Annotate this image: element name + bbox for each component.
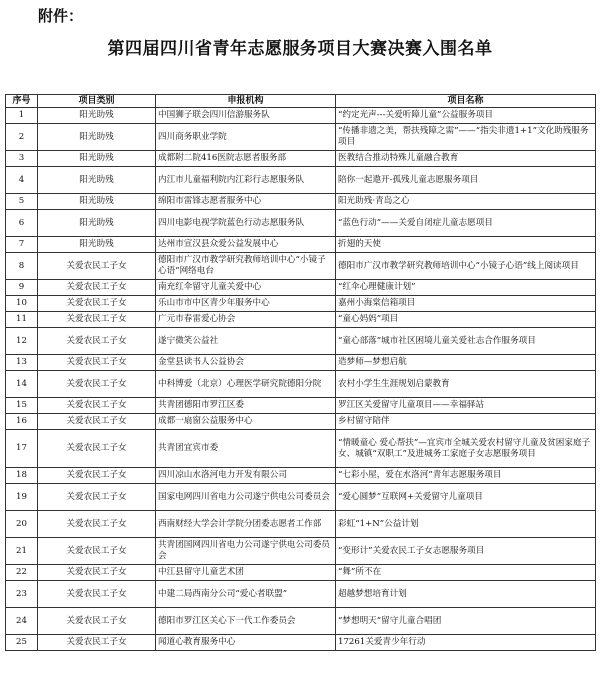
cell-organization: 国家电网四川省电力公司遂宁供电公司委员会 [156, 484, 336, 511]
cell-index: 8 [6, 253, 38, 280]
cell-project-name: 陪你一起遨开-孤残儿童志愿服务项目 [336, 167, 596, 194]
cell-index: 4 [6, 167, 38, 194]
table-body [6, 108, 596, 651]
cell-index: 19 [6, 484, 38, 511]
cell-category: 阳光助残 [38, 194, 156, 210]
cell-project-name: 彩虹“1+N”公益计划 [336, 511, 596, 538]
cell-index: 9 [6, 280, 38, 296]
cell-organization: 金堂县读书人公益协会 [156, 355, 336, 371]
cell-index: 23 [6, 581, 38, 608]
cell-category: 关爱农民工子女 [38, 355, 156, 371]
table-row [6, 151, 596, 167]
cell-organization: 乐山市市中区青少年服务中心 [156, 296, 336, 312]
table-row [6, 430, 596, 468]
cell-organization: 中江县留守儿童艺术团 [156, 565, 336, 581]
cell-organization: 成都附二院416医院志愿者服务部 [156, 151, 336, 167]
table-row [6, 635, 596, 651]
document-title: 第四届四川省青年志愿服务项目大赛决赛入围名单 [107, 39, 493, 59]
cell-organization: 四川凉山水洛河电力开发有限公司 [156, 468, 336, 484]
cell-project-name: “传播非遗之美，帮扶残障之需”——“指尖非遗1+1”文化助残服务项目 [336, 124, 596, 151]
cell-index: 6 [6, 210, 38, 237]
table-row [6, 328, 596, 355]
cell-organization: 内江市儿童福利院内江彩行志愿服务队 [156, 167, 336, 194]
cell-index: 7 [6, 237, 38, 253]
cell-project-name: 折翅的天使 [336, 237, 596, 253]
cell-index: 13 [6, 355, 38, 371]
cell-organization: 广元市春雷爱心协会 [156, 312, 336, 328]
cell-project-name: 罗江区关爱留守儿童项目——幸福驿站 [336, 398, 596, 414]
header-organization: 申报机构 [156, 95, 336, 108]
table-row [6, 608, 596, 635]
cell-project-name: “蓝色行动”——关爱自闭症儿童志愿项目 [336, 210, 596, 237]
cell-index: 17 [6, 430, 38, 468]
cell-organization: 闻道心教育服务中心 [156, 635, 336, 651]
cell-organization: 南充红伞留守儿童关爱中心 [156, 280, 336, 296]
cell-category: 阳光助残 [38, 167, 156, 194]
cell-index: 1 [6, 108, 38, 124]
header-project-name: 项目名称 [336, 95, 596, 108]
table-row [6, 581, 596, 608]
cell-category: 关爱农民工子女 [38, 635, 156, 651]
cell-index: 18 [6, 468, 38, 484]
cell-category: 关爱农民工子女 [38, 430, 156, 468]
cell-index: 14 [6, 371, 38, 398]
finalist-table [5, 94, 596, 651]
cell-organization: 共青团宜宾市委 [156, 430, 336, 468]
cell-category: 关爱农民工子女 [38, 565, 156, 581]
cell-index: 12 [6, 328, 38, 355]
cell-index: 15 [6, 398, 38, 414]
cell-organization: 共青团国网四川省电力公司遂宁供电公司委员会 [156, 538, 336, 565]
cell-organization: 四川电影电视学院蓝色行动志愿服务队 [156, 210, 336, 237]
cell-organization: 德阳市罗江区关心下一代工作委员会 [156, 608, 336, 635]
table-row [6, 398, 596, 414]
cell-project-name: 农村小学生生涯规划启蒙教育 [336, 371, 596, 398]
table-row [6, 108, 596, 124]
cell-category: 关爱农民工子女 [38, 511, 156, 538]
cell-organization: 四川商务职业学院 [156, 124, 336, 151]
table-row [6, 511, 596, 538]
cell-category: 关爱农民工子女 [38, 312, 156, 328]
attachment-label: 附件： [38, 7, 84, 25]
cell-project-name: “童心妈妈”项目 [336, 312, 596, 328]
table-row [6, 280, 596, 296]
cell-category: 关爱农民工子女 [38, 608, 156, 635]
cell-project-name: 医教结合推动特殊儿童融合教育 [336, 151, 596, 167]
cell-category: 关爱农民工子女 [38, 468, 156, 484]
cell-organization: 西南财经大学会计学院分团委志愿者工作部 [156, 511, 336, 538]
table-row [6, 484, 596, 511]
header-category: 项目类别 [38, 95, 156, 108]
cell-organization: 遂宁微笑公益社 [156, 328, 336, 355]
cell-project-name: “爱心圆梦”互联网+关爱留守儿童项目 [336, 484, 596, 511]
cell-project-name: “情暖童心 爱心帮扶”—宜宾市全城关爱农村留守儿童及贫困家庭子女、城镇“双职工”及进城务工家庭子女志愿服务项目 [336, 430, 596, 468]
cell-category: 关爱农民工子女 [38, 414, 156, 430]
cell-organization: 中国狮子联会四川信游服务队 [156, 108, 336, 124]
table-row [6, 312, 596, 328]
cell-category: 阳光助残 [38, 108, 156, 124]
cell-category: 关爱农民工子女 [38, 398, 156, 414]
cell-project-name: 乡村留守陪伴 [336, 414, 596, 430]
cell-category: 关爱农民工子女 [38, 581, 156, 608]
cell-index: 3 [6, 151, 38, 167]
table-header-row [6, 95, 596, 108]
cell-category: 关爱农民工子女 [38, 538, 156, 565]
cell-category: 关爱农民工子女 [38, 484, 156, 511]
cell-category: 关爱农民工子女 [38, 328, 156, 355]
cell-project-name: “七彩小屋，爱在水洛河”青年志愿服务项目 [336, 468, 596, 484]
cell-organization: 绵阳市雷锋志愿者服务中心 [156, 194, 336, 210]
table-row [6, 210, 596, 237]
cell-organization: 达州市宣汉县众爱公益发展中心 [156, 237, 336, 253]
cell-index: 22 [6, 565, 38, 581]
cell-index: 25 [6, 635, 38, 651]
table-row [6, 296, 596, 312]
cell-project-name: 超越梦想培育计划 [336, 581, 596, 608]
cell-organization: 共青团德阳市罗江区委 [156, 398, 336, 414]
cell-project-name: 阳光助残·青岛之心 [336, 194, 596, 210]
cell-project-name: “变形计”关爱农民工子女志愿服务项目 [336, 538, 596, 565]
cell-organization: 成都一扇窗公益服务中心 [156, 414, 336, 430]
table-row [6, 371, 596, 398]
table-row [6, 414, 596, 430]
cell-category: 阳光助残 [38, 237, 156, 253]
cell-index: 21 [6, 538, 38, 565]
table-row [6, 124, 596, 151]
cell-index: 16 [6, 414, 38, 430]
table-row [6, 253, 596, 280]
cell-category: 阳光助残 [38, 124, 156, 151]
table-row [6, 237, 596, 253]
header-index: 序号 [6, 95, 38, 108]
cell-category: 关爱农民工子女 [38, 280, 156, 296]
cell-project-name: “约定光声---关爱听障儿童”公益服务项目 [336, 108, 596, 124]
cell-index: 11 [6, 312, 38, 328]
cell-index: 2 [6, 124, 38, 151]
cell-category: 关爱农民工子女 [38, 253, 156, 280]
cell-project-name: “舞”所不在 [336, 565, 596, 581]
cell-project-name: 德阳市广汉市教学研究教师培训中心“小镜子心语”线上阅读项目 [336, 253, 596, 280]
cell-organization: 中建二局西南分公司“爱心者联盟” [156, 581, 336, 608]
cell-category: 阳光助残 [38, 151, 156, 167]
cell-index: 10 [6, 296, 38, 312]
cell-project-name: “红伞心理健康计划” [336, 280, 596, 296]
cell-index: 5 [6, 194, 38, 210]
table-row [6, 355, 596, 371]
table-row [6, 194, 596, 210]
cell-project-name: 造梦师—梦想启航 [336, 355, 596, 371]
table-row [6, 167, 596, 194]
table-row [6, 538, 596, 565]
cell-project-name: “梦想明天”留守儿童合唱团 [336, 608, 596, 635]
cell-index: 24 [6, 608, 38, 635]
cell-category: 关爱农民工子女 [38, 296, 156, 312]
cell-index: 20 [6, 511, 38, 538]
cell-organization: 德阳市广汉市教学研究教师培训中心“小镜子心语”网络电台 [156, 253, 336, 280]
cell-project-name: 17261关爱青少年行动 [336, 635, 596, 651]
cell-project-name: 嘉州小海棠信箱项目 [336, 296, 596, 312]
table-row [6, 468, 596, 484]
cell-project-name: “童心部落”城市社区困境儿童关爱社志合作服务项目 [336, 328, 596, 355]
table-row [6, 565, 596, 581]
cell-category: 阳光助残 [38, 210, 156, 237]
cell-organization: 中科博爱（北京）心理医学研究院德阳分院 [156, 371, 336, 398]
cell-category: 关爱农民工子女 [38, 371, 156, 398]
